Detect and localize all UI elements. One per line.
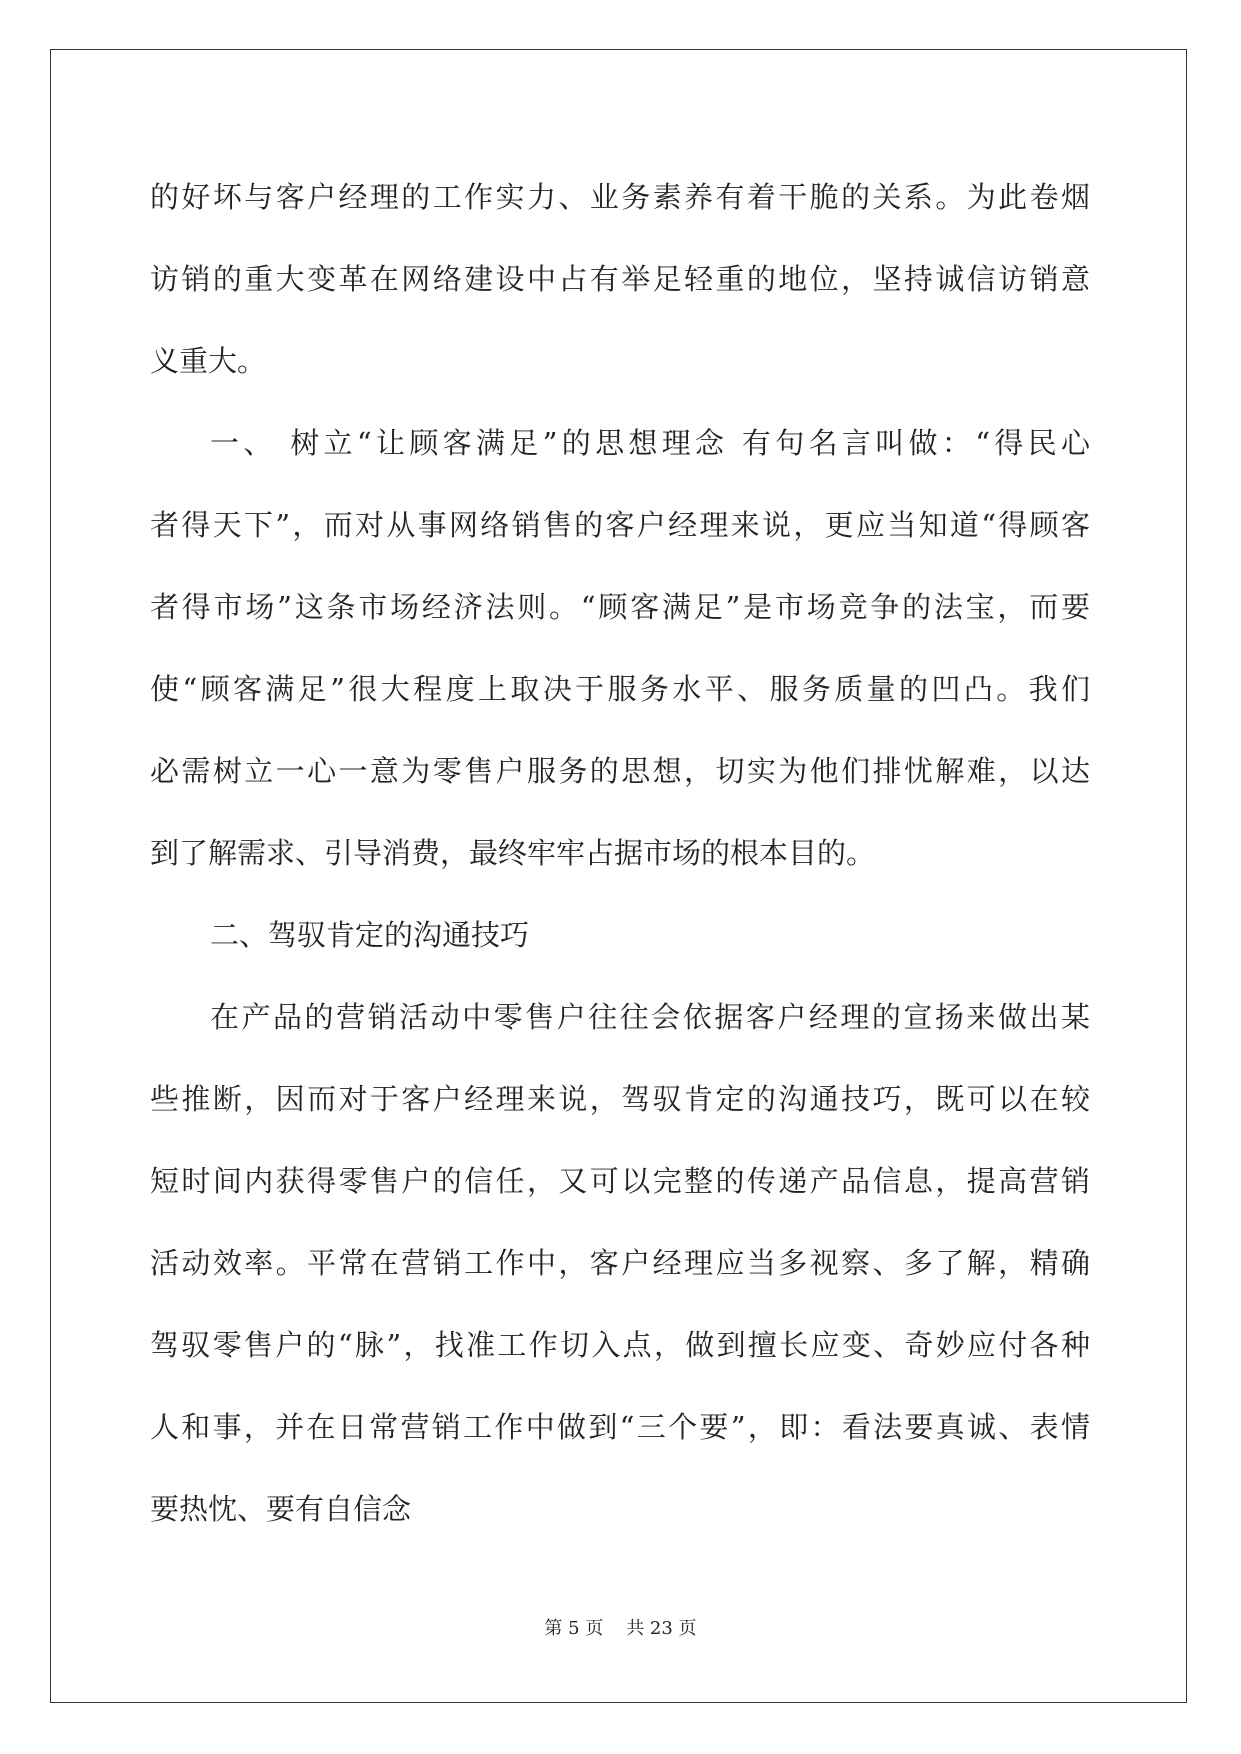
- text-line: 者得天下”，而对从事网络销售的客户经理来说，更应当知道“得顾客: [150, 508, 1090, 542]
- document-body: [150, 156, 1090, 1550]
- text-line: 短时间内获得零售户的信任，又可以完整的传递产品信息，提高营销: [150, 1164, 1090, 1198]
- text-line: 人和事，并在日常营销工作中做到“三个要”，即：看法要真诚、表情: [150, 1410, 1090, 1444]
- heading-1-line: 一、 树立“让顾客满足”的思想理念 有句名言叫做：“得民心: [210, 426, 1090, 460]
- text-line: 使“顾客满足”很大程度上取决于服务水平、服务质量的凹凸。我们: [150, 672, 1090, 706]
- text-line: 要热忱、要有自信念: [150, 1492, 412, 1526]
- text-line: 访销的重大变革在网络建设中占有举足轻重的地位，坚持诚信访销意: [150, 262, 1090, 296]
- text-line: 者得市场”这条市场经济法则。“顾客满足”是市场竞争的法宝，而要: [150, 590, 1090, 624]
- text-line: 的好坏与客户经理的工作实力、业务素养有着干脆的关系。为此卷烟: [150, 180, 1090, 214]
- text-line: 必需树立一心一意为零售户服务的思想，切实为他们排忧解难，以达: [150, 754, 1090, 788]
- text-line: 驾驭零售户的“脉”，找准工作切入点，做到擅长应变、奇妙应付各种: [150, 1328, 1090, 1362]
- text-line: 义重大。: [150, 344, 267, 378]
- page-number-footer: 第 5 页 共 23 页: [544, 1618, 697, 1639]
- text-line: 到了解需求、引导消费，最终牢牢占据市场的根本目的。: [150, 836, 876, 870]
- heading-2-line: 二、驾驭肯定的沟通技巧: [210, 918, 530, 952]
- text-line: 在产品的营销活动中零售户往往会依据客户经理的宣扬来做出某: [210, 1000, 1090, 1034]
- text-line: 些推断，因而对于客户经理来说，驾驭肯定的沟通技巧，既可以在较: [150, 1082, 1090, 1116]
- text-line: 活动效率。平常在营销工作中，客户经理应当多视察、多了解，精确: [150, 1246, 1090, 1280]
